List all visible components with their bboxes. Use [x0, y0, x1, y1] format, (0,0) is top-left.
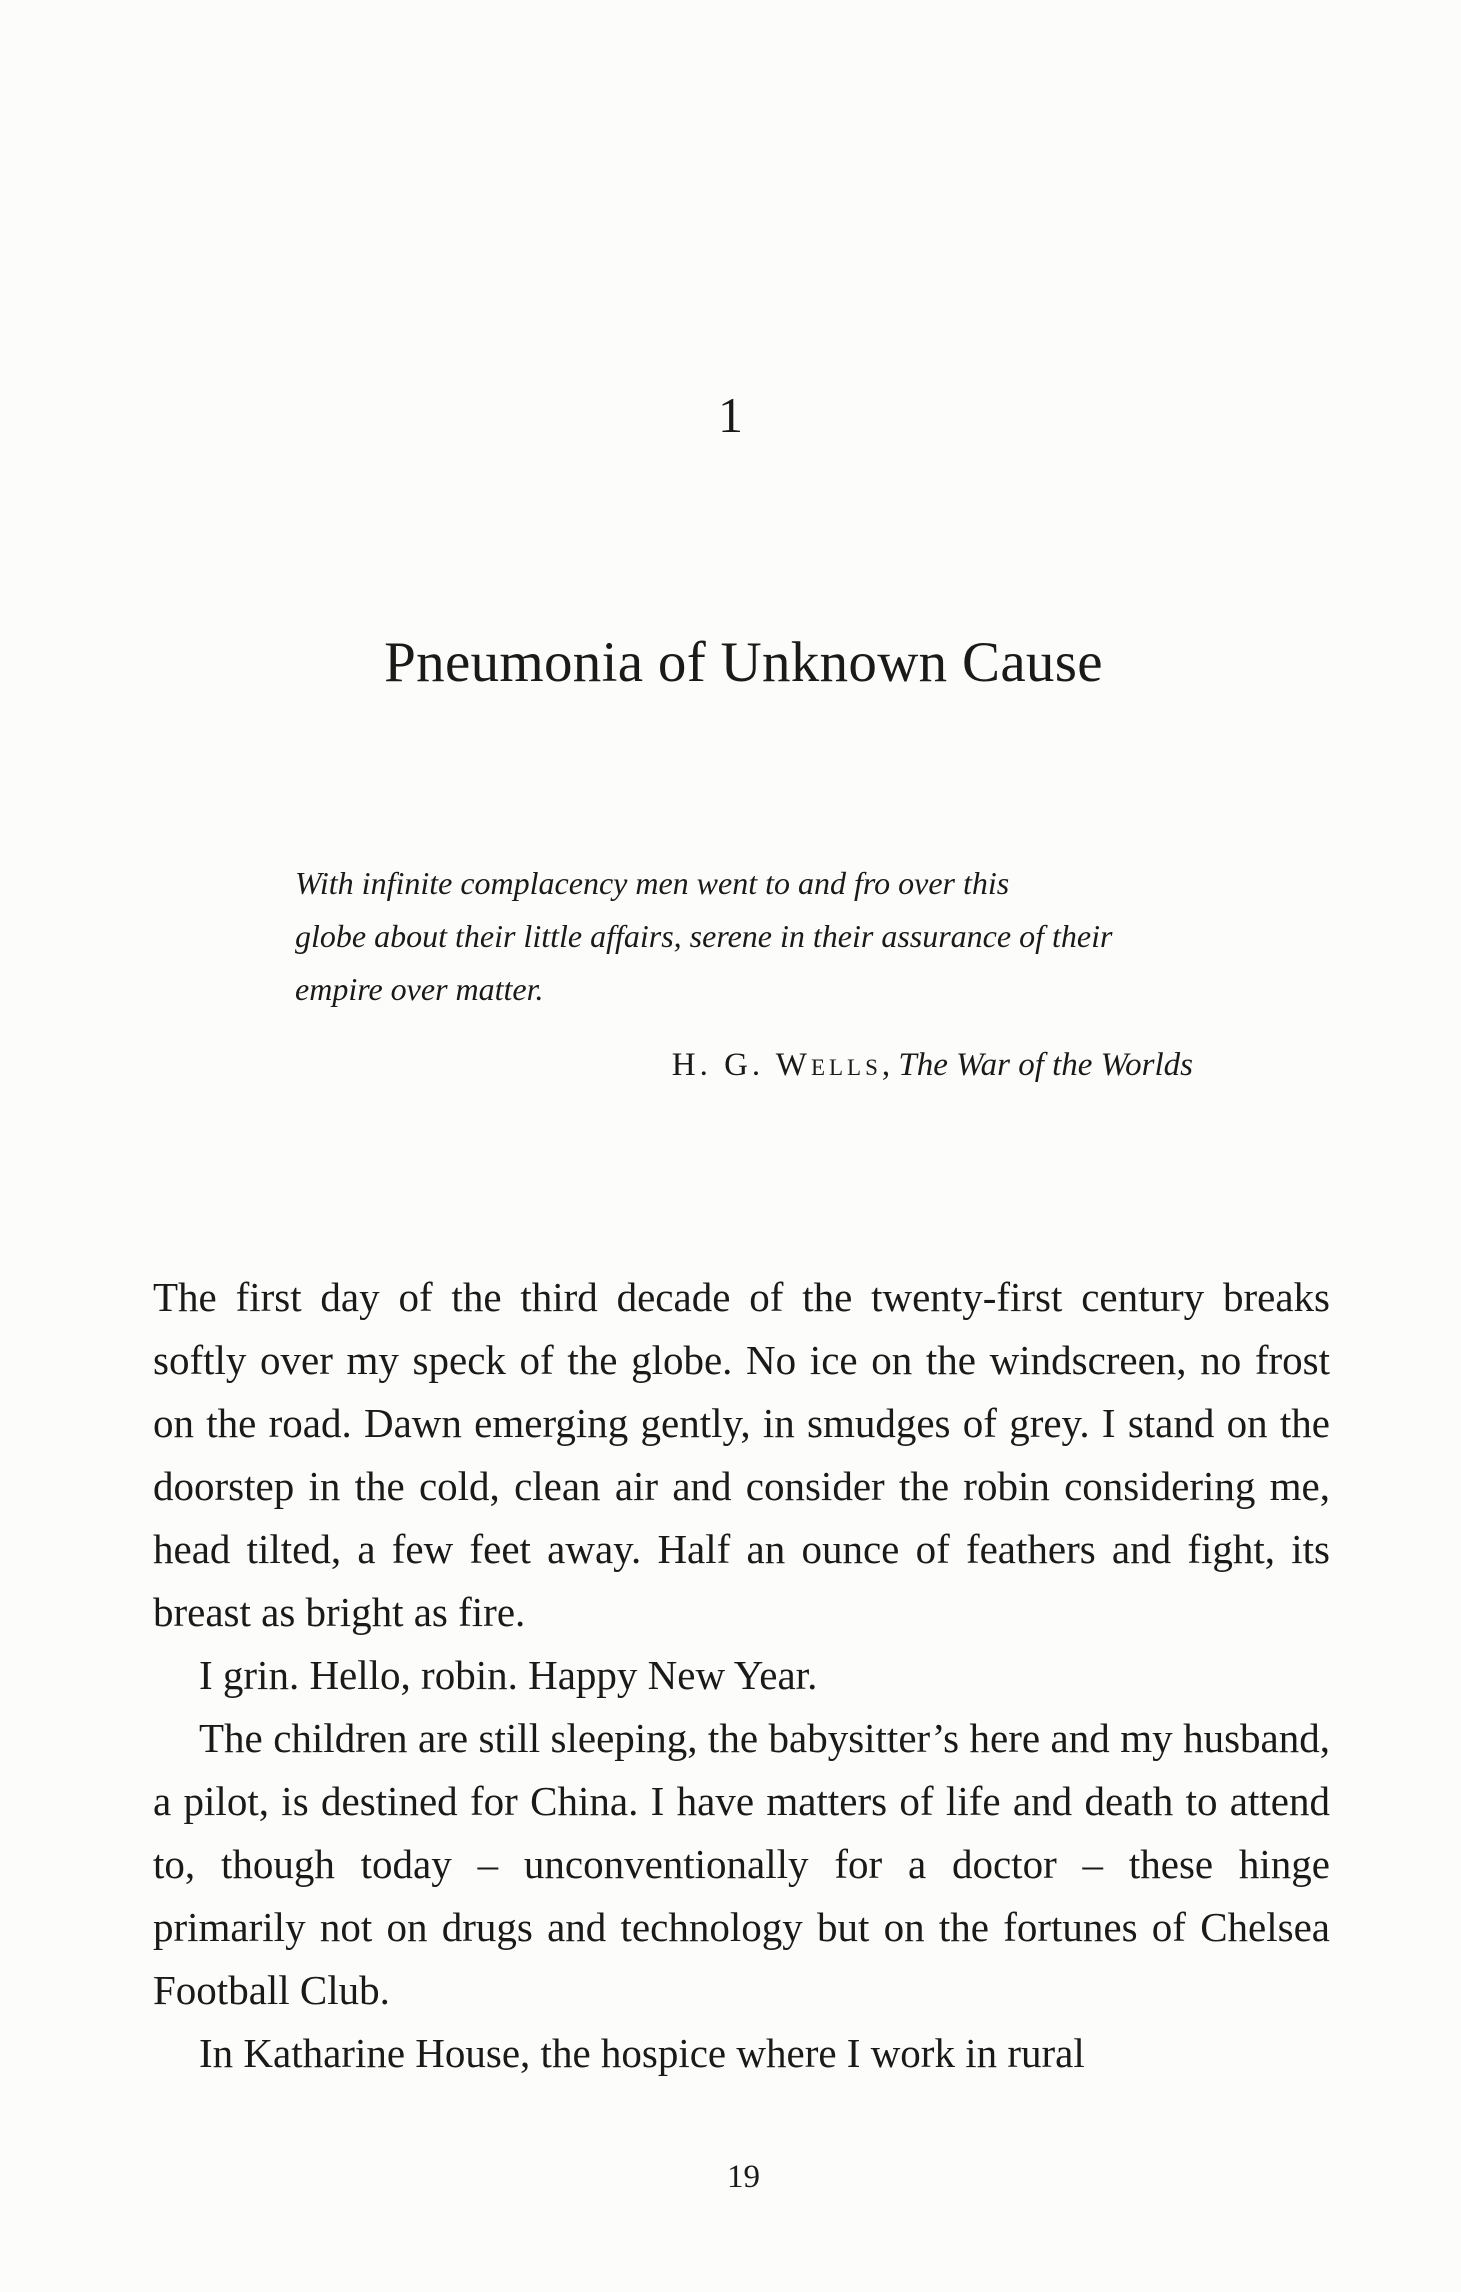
chapter-title: Pneumonia of Unknown Cause	[384, 631, 1103, 694]
epigraph-line: empire over matter.	[295, 971, 544, 1007]
page-number: 19	[727, 2159, 760, 2195]
body-paragraph: The first day of the third decade of the twenty-first century breaks softly over my speck of the globe. No ice on the windscreen, no frost on the road. Dawn emerging gently, in smudges of grey. I stand on the doorstep in the cold, clean air and consider the robin considering me, head tilted, a few feet away. Half an ounce of feathers and fight, its breast as bright as fire.	[153, 1274, 1330, 1635]
body-paragraph: In Katharine House, the hospice where I work in rural	[199, 2030, 1085, 2076]
epigraph-author: H. G. Wells	[671, 1047, 882, 1083]
epigraph	[295, 857, 1225, 1016]
chapter-number: 1	[718, 387, 743, 443]
epigraph-line: globe about their little affairs, serene in their assurance of their	[295, 918, 1113, 954]
body-paragraph: I grin. Hello, robin. Happy New Year.	[199, 1652, 818, 1698]
body-text	[153, 1266, 1330, 2085]
epigraph-line: With infinite complacency men went to and fro over this	[295, 865, 1010, 901]
attribution-separator: ,	[881, 1047, 899, 1083]
body-paragraph: The children are still sleeping, the babysitter’s here and my husband, a pilot, is destined for China. I have matters of life and death to attend to, though today – unconventionally for a doctor – these hinge primarily not on drugs and technology but on the fortunes of Chelsea Football Club.	[153, 1715, 1330, 2013]
epigraph-work-title: The War of the Worlds	[898, 1047, 1193, 1083]
epigraph-attribution	[0, 1040, 1193, 1090]
